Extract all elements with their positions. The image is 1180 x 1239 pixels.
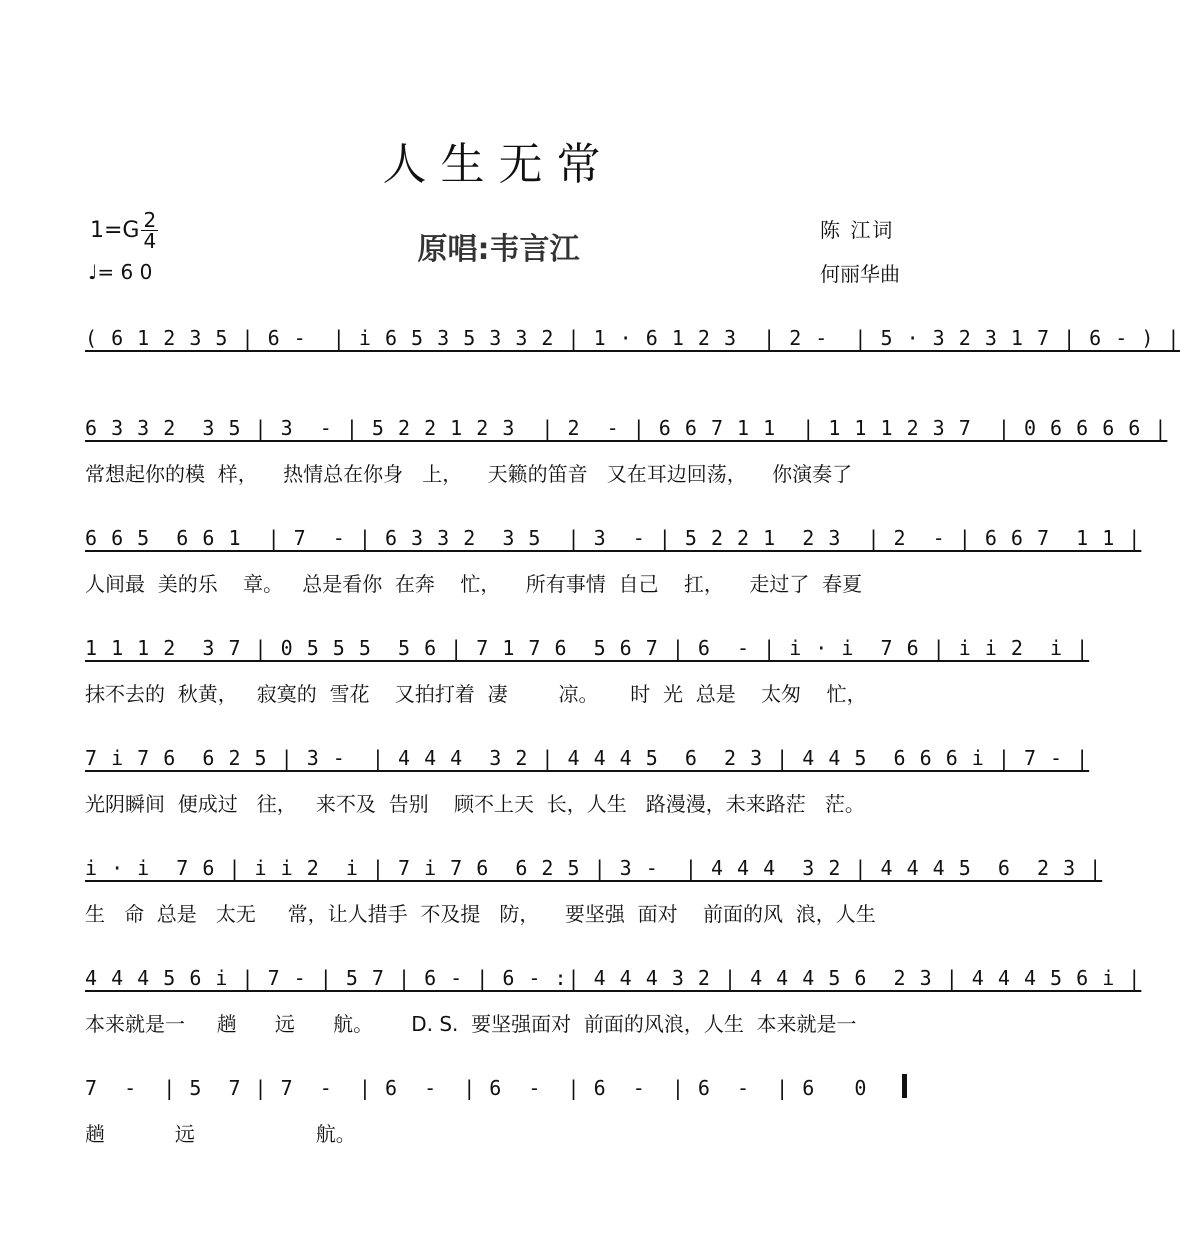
original-singer: 原唱:韦言江 bbox=[417, 232, 580, 267]
time-top: 2 bbox=[143, 208, 157, 232]
tempo-marking: ♩= 6 0 bbox=[88, 260, 153, 284]
lyric-line-7: 本来就是一 趟 远 航。 D. S. 要坚强面对 前面的风浪，人生 本来就是一 bbox=[85, 1012, 857, 1036]
composer-credit: 何丽华曲 bbox=[820, 262, 900, 286]
time-bottom: 4 bbox=[143, 229, 157, 253]
final-barline bbox=[902, 1074, 907, 1098]
lyric-line-3: 人间最 美的乐 章。 总是看你 在奔 忙， 所有事情 自己 扛， 走过了 春夏 bbox=[85, 572, 863, 596]
lyric-line-2: 常想起你的模 样， 热情总在你身 上， 天籁的笛音 又在耳边回荡， 你演奏了 bbox=[85, 462, 853, 486]
lyric-line-4: 抹不去的 秋黄， 寂寞的 雪花 又拍打着 凄 凉。 时 光 总是 太匆 忙， bbox=[85, 682, 867, 706]
song-title: 人生无常 bbox=[382, 139, 615, 190]
notation-line-6: i · i 7 6 | i i 2 i | 7 i 7 6 6 2 5 | 3 - | 4 4 4 3 2 | 4 4 4 5 6 2 3 | bbox=[85, 856, 1103, 880]
key-label: 1=G bbox=[90, 218, 140, 243]
lyric-line-8: 趟 远 航。 bbox=[85, 1122, 356, 1146]
notation-line-5: 7 i 7 6 6 2 5 | 3 - | 4 4 4 3 2 | 4 4 4 5 6 2 3 | 4 4 5 6 6 6 i | 7 - | bbox=[85, 746, 1090, 770]
notation-line-7: 4 4 4 5 6 i | 7 - | 5 7 | 6 - | 6 - :| 4 4 4 3 2 | 4 4 4 5 6 2 3 | 4 4 4 5 6 i | bbox=[85, 966, 1142, 990]
lyricist-credit: 陈 江词 bbox=[820, 218, 895, 242]
notation-line-4: 1 1 1 2 3 7 | 0 5 5 5 5 6 | 7 1 7 6 5 6 7 | 6 - | i · i 7 6 | i i 2 i | bbox=[85, 636, 1090, 660]
notation-line-3: 6 6 5 6 6 1 | 7 - | 6 3 3 2 3 5 | 3 - | 5 2 2 1 2 3 | 2 - | 6 6 7 1 1 | bbox=[85, 526, 1142, 550]
lyric-line-6: 生 命 总是 太无 常，让人措手 不及提 防， 要坚强 面对 前面的风 浪，人生 bbox=[85, 902, 876, 926]
notation-line-1: ( 6 1 2 3 5 | 6 - | i 6 5 3 5 3 3 2 | 1 · 6 1 2 3 | 2 - | 5 · 3 2 3 1 7 | 6 - ) | bbox=[85, 326, 1180, 350]
notation-line-8: 7 - | 5 7 | 7 - | 6 - | 6 - | 6 - | 6 - | 6 0 bbox=[85, 1076, 868, 1100]
notation-line-2: 6 3 3 2 3 5 | 3 - | 5 2 2 1 2 3 | 2 - | 6 6 7 1 1 | 1 1 1 2 3 7 | 0 6 6 6 6 | bbox=[85, 416, 1168, 440]
lyric-line-5: 光阴瞬间 便成过 往， 来不及 告别 顾不上天 长，人生 路漫漫，未来路茫 茫。 bbox=[85, 792, 865, 816]
